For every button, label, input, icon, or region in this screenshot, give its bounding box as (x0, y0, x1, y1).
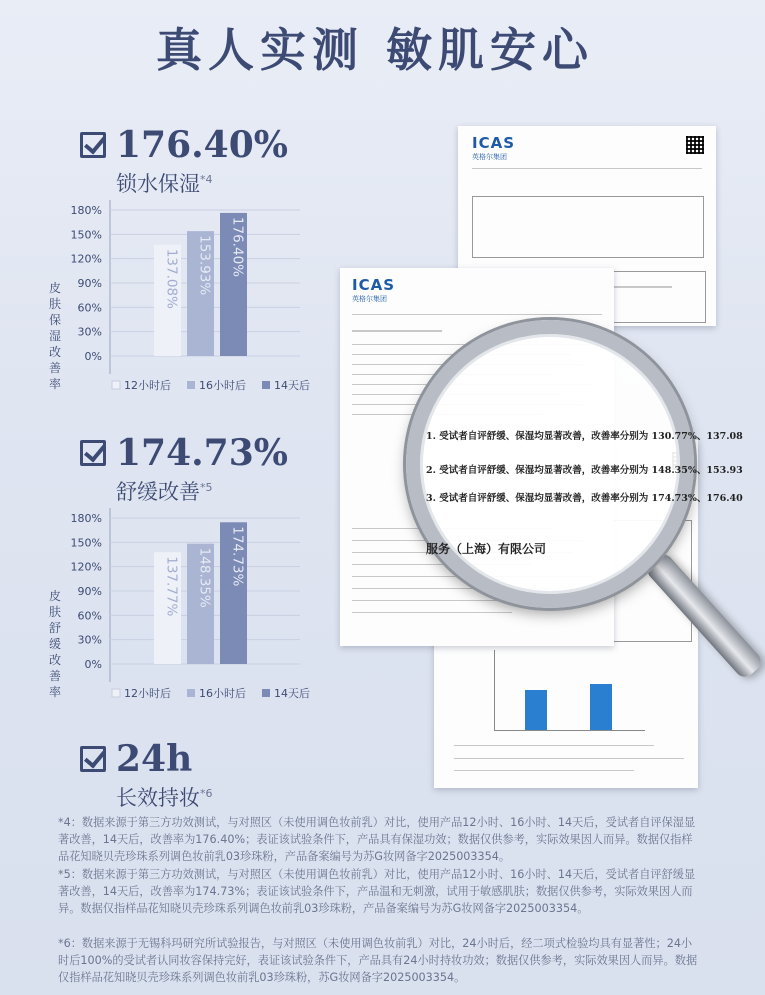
y-tick-label: 30% (77, 325, 102, 339)
stat-value: 176.40% (116, 124, 288, 166)
y-tick-label: 180% (70, 512, 102, 525)
checkbox-icon (80, 132, 106, 158)
icas-logo: ICAS (472, 134, 516, 152)
stat-label: 锁水保湿$^{*4}$ (116, 172, 213, 196)
stat-value: 24h (116, 738, 193, 780)
legend-label: 12小时后 (124, 687, 171, 700)
y-tick-label: 150% (70, 228, 102, 242)
bar-value-label: 137.77% (163, 556, 180, 617)
bar-value-label: 174.73% (229, 526, 246, 587)
legend-swatch (187, 689, 195, 697)
legend-swatch (112, 689, 120, 697)
icas-logo-sub: 英格尔集团 (352, 295, 387, 303)
y-tick-label: 120% (70, 252, 102, 266)
moisture-chart (40, 192, 340, 416)
y-tick-label: 30% (77, 633, 102, 647)
lens-company: 服务（上海）有限公司 (426, 542, 547, 556)
y-tick-label: 60% (77, 609, 102, 623)
lens-line-3: 3. 受试者自评舒缓、保湿均显著改善，改善率分别为 174.73%、176.40 (426, 493, 743, 504)
y-axis-label: 皮肤保湿改善率 (48, 281, 61, 391)
y-axis-label: 皮肤舒缓改善率 (48, 589, 61, 699)
bar-value-label: 148.35% (196, 547, 213, 608)
y-tick-label: 180% (70, 204, 102, 217)
y-tick-label: 0% (84, 658, 102, 671)
legend-swatch (262, 689, 270, 697)
legend-swatch (187, 381, 195, 389)
bar-value-label: 137.08% (163, 248, 180, 309)
legend-label: 16小时后 (199, 687, 246, 700)
footnote-4: *4：数据来源于第三方功效测试，与对照区（未使用调色妆前乳）对比，使用产品12小时、16小时、14天后，受试者自评保湿显著改善，14天后，改善率为176.40%；表证该试验条件下，产品具有保湿功效；数据仅供参考，实际效果因人而异。数据仅指样品花知晓贝壳珍珠系列调色妆前乳03珍珠粉，产品备案编号为苏G妆网备字2025003354。 (58, 816, 696, 863)
bar-value-label: 176.40% (229, 216, 246, 277)
legend-swatch (112, 381, 120, 389)
icas-logo-sub: 英格尔集团 (472, 153, 507, 161)
bar-value-label: 153.93% (196, 235, 213, 296)
legend-label: 12小时后 (124, 379, 171, 392)
report-table (472, 196, 704, 258)
y-tick-label: 90% (77, 585, 102, 598)
chart-svg (40, 500, 340, 720)
footnote-5: *5：数据来源于第三方功效测试，与对照区（未使用调色妆前乳）对比，使用产品12小时、16小时、14天后，受试者自评舒缓显著改善，14天后，改善率为174.73%；表证该试验条件下，产品温和无刺激，试用于敏感肌肤；数据仅供参考，实际效果因人而异。数据仅指样品花知晓贝壳珍珠系列调色妆前乳03珍珠粉，产品备案编号为苏G妆网备字2025003354。 (58, 868, 696, 915)
legend-swatch (262, 381, 270, 389)
page-headline: 真人实测 敏肌安心 (155, 23, 594, 77)
magnifier-lens-icon (406, 320, 743, 608)
chart-svg (40, 192, 340, 412)
y-tick-label: 60% (77, 301, 102, 315)
stat-label: 舒缓改善$^{*5}$ (116, 480, 213, 504)
y-tick-label: 90% (77, 277, 102, 290)
legend-label: 16小时后 (199, 379, 246, 392)
checkbox-icon (80, 440, 106, 466)
soothing-chart (40, 500, 340, 724)
report-bar-chart (494, 650, 645, 731)
stat-value: 174.73% (116, 432, 288, 474)
legend-label: 14天后 (274, 379, 310, 392)
qr-code-icon (686, 136, 704, 154)
stat-label: 长效持妆$^{*6}$ (116, 786, 213, 810)
lens-line-2: 2. 受试者自评舒缓、保湿均显著改善，改善率分别为 148.35%、153.93 (426, 465, 743, 476)
stat-moisture (80, 124, 288, 198)
y-tick-label: 120% (70, 560, 102, 574)
icas-logo: ICAS (352, 276, 396, 294)
y-tick-label: 0% (84, 350, 102, 363)
checkbox-icon (80, 746, 106, 772)
footnote-6: *6：数据来源于无锡科玛研究所试验报告，与对照区（未使用调色妆前乳）对比，24小时后，经二项式检验均具有显著性；24小时后100%的受试者认同妆容保持完好，表证该试验条件下，产品具有24小时持妆功效；数据仅供参考，实际效果因人而异。数据仅指样品花知晓贝壳珍珠系列调色妆前乳03珍珠粉，苏G妆网备字2025003354。 (58, 937, 698, 984)
lens-line-1: 1. 受试者自评舒缓、保湿均显著改善，改善率分别为 130.77%、137.08 (426, 431, 743, 442)
stat-wear (80, 738, 213, 812)
legend-label: 14天后 (274, 687, 310, 700)
stat-soothing (80, 432, 288, 506)
y-tick-label: 150% (70, 536, 102, 550)
